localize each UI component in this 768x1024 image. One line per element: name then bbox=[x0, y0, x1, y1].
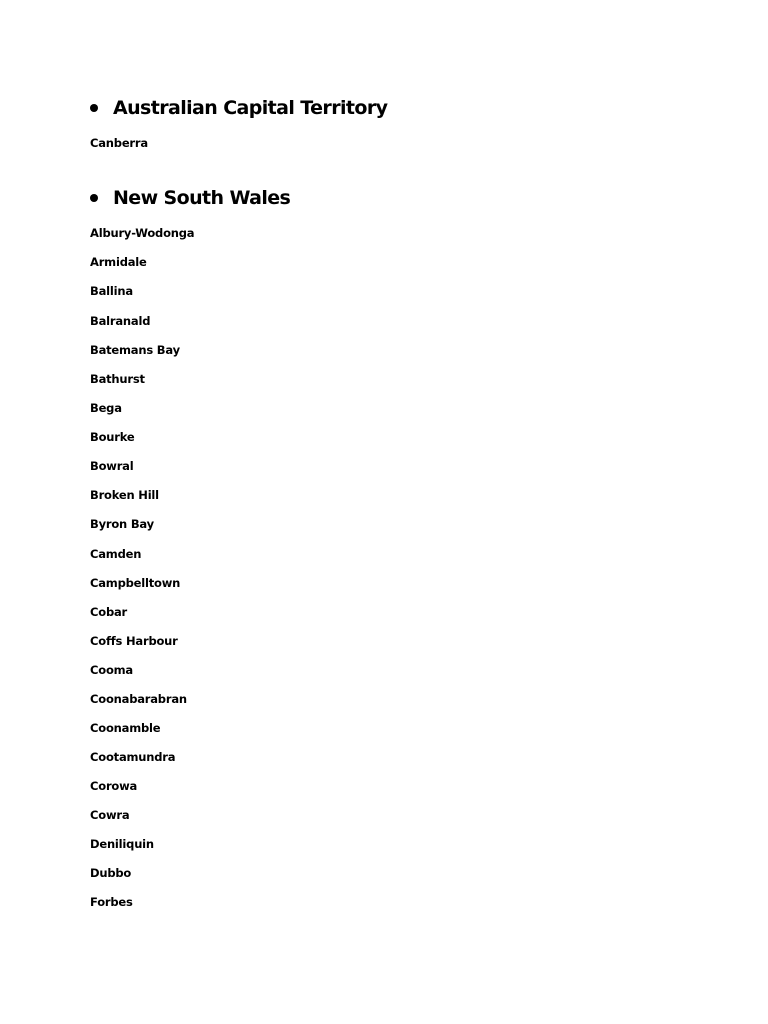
city-item: Bowral bbox=[90, 459, 134, 473]
city-item: Byron Bay bbox=[90, 517, 154, 531]
city-item: Ballina bbox=[90, 284, 133, 298]
city-item: Cooma bbox=[90, 663, 133, 677]
section-heading-nsw bbox=[90, 184, 290, 212]
city-item: Balranald bbox=[90, 314, 151, 328]
city-item: Corowa bbox=[90, 779, 138, 793]
city-item: Coffs Harbour bbox=[90, 634, 178, 648]
city-item: Coonabarabran bbox=[90, 692, 187, 706]
city-item: Cootamundra bbox=[90, 750, 176, 764]
city-item: Armidale bbox=[90, 255, 147, 269]
city-item: Bega bbox=[90, 401, 122, 415]
bullet-icon bbox=[90, 194, 98, 202]
city-item: Albury-Wodonga bbox=[90, 226, 195, 240]
city-item: Cowra bbox=[90, 808, 130, 822]
city-item: Bathurst bbox=[90, 372, 145, 386]
city-item: Canberra bbox=[90, 136, 148, 150]
section-title: New South Wales bbox=[113, 187, 291, 209]
city-item: Bourke bbox=[90, 430, 135, 444]
city-item: Campbelltown bbox=[90, 576, 181, 590]
section-title: Australian Capital Territory bbox=[113, 97, 388, 119]
city-item: Forbes bbox=[90, 895, 133, 909]
city-item: Deniliquin bbox=[90, 837, 154, 851]
bullet-icon bbox=[90, 104, 98, 112]
city-item: Camden bbox=[90, 547, 142, 561]
section-heading-act bbox=[90, 94, 387, 122]
city-item: Dubbo bbox=[90, 866, 132, 880]
city-item: Cobar bbox=[90, 605, 128, 619]
city-item: Broken Hill bbox=[90, 488, 159, 502]
city-item: Batemans Bay bbox=[90, 343, 180, 357]
city-item: Coonamble bbox=[90, 721, 161, 735]
